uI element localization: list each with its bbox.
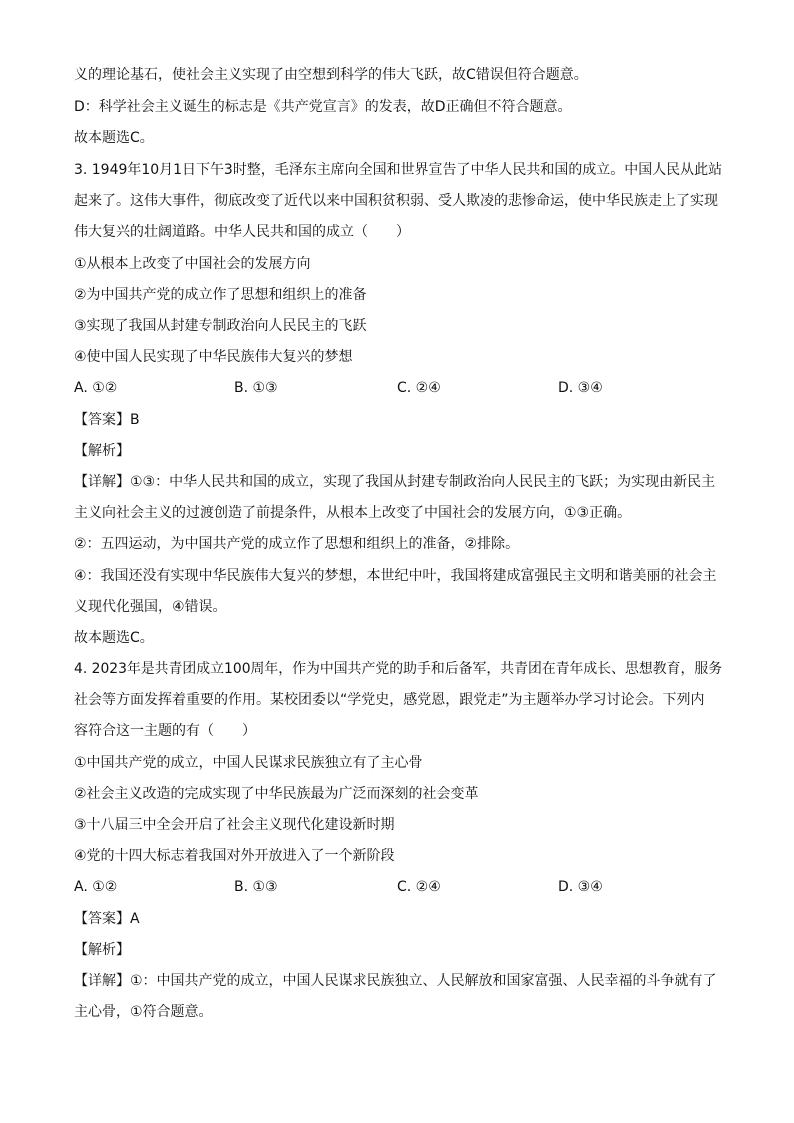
question-3-option-a: A. ①② [74, 380, 118, 396]
question-4-stem: 容符合这一主题的有（ ） [74, 723, 256, 739]
question-4-statement: ②社会主义改造的完成实现了中华民族最为广泛而深刻的社会变革 [74, 786, 479, 802]
question-3-statement: ④使中国人民实现了中华民族伟大复兴的梦想 [74, 349, 353, 365]
question-4-analysis-heading: 【解析】 [74, 942, 130, 958]
question-4-option-c: C. ②④ [397, 879, 441, 895]
text-line: 故本题选C。 [74, 130, 154, 146]
question-3-detail: 【详解】①③：中华人民共和国的成立，实现了我国从封建专制政治向人民民主的飞跃；为实现由新民主 [74, 474, 716, 490]
question-4-detail: 【详解】①：中国共产党的成立，中国人民谋求民族独立、人民解放和国家富强、人民幸福的斗争就有了 [74, 973, 717, 989]
question-4-statement: ③十八届三中全会开启了社会主义现代化建设新时期 [74, 817, 395, 833]
question-3-stem: 起来了。这伟大事件，彻底改变了近代以来中国积贫积弱、受人欺凌的悲惨命运，使中华民族走上了实现 [74, 193, 718, 209]
question-3-analysis-heading: 【解析】 [74, 443, 130, 459]
question-3-detail: 义现代化强国，④错误。 [74, 599, 227, 615]
question-3-statement: ②为中国共产党的成立作了思想和组织上的准备 [74, 287, 367, 303]
question-4-option-a: A. ①② [74, 879, 118, 895]
question-4-statement: ④党的十四大标志着我国对外开放进入了一个新阶段 [74, 848, 395, 864]
question-3-stem: 3. 1949年10月1日下午3时整，毛泽东主席向全国和世界宣告了中华人民共和国的成立。中国人民从此站 [74, 162, 723, 178]
question-3-detail: 主义向社会主义的过渡创造了前提条件，从根本上改变了中国社会的发展方向，①③正确。 [74, 505, 632, 521]
question-4-stem: 4. 2023年是共青团成立100周年，作为中国共产党的助手和后备军，共青团在青年成长、思想教育，服务 [74, 661, 723, 677]
question-4-stem: 社会等方面发挥着重要的作用。某校团委以“学党史，感党恩，跟党走”为主题举办学习讨论会。下列内 [74, 692, 705, 708]
text-line: 义的理论基石，使社会主义实现了由空想到科学的伟大飞跃，故C错误但符合题意。 [74, 67, 588, 83]
question-3-answer: 【答案】B [74, 412, 140, 428]
question-4-option-b: B. ①③ [234, 879, 278, 895]
question-3-statement: ③实现了我国从封建专制政治向人民民主的飞跃 [74, 318, 367, 334]
question-3-conclusion: 故本题选C。 [74, 630, 154, 646]
question-4-detail: 主心骨，①符合题意。 [74, 1004, 213, 1020]
question-3-option-b: B. ①③ [234, 380, 278, 396]
question-3-statement: ①从根本上改变了中国社会的发展方向 [74, 256, 311, 272]
question-3-option-c: C. ②④ [397, 380, 441, 396]
text-line: D：科学社会主义诞生的标志是《共产党宣言》的发表，故D正确但不符合题意。 [74, 99, 572, 115]
question-3-detail: ②：五四运动，为中国共产党的成立作了思想和组织上的准备，②排除。 [74, 536, 520, 552]
question-4-statement: ①中国共产党的成立，中国人民谋求民族独立有了主心骨 [74, 755, 423, 771]
question-4-answer: 【答案】A [74, 911, 140, 927]
question-4-option-d: D. ③④ [558, 879, 603, 895]
question-3-detail: ④：我国还没有实现中华民族伟大复兴的梦想，本世纪中叶，我国将建成富强民主文明和谐美丽的社会主 [74, 568, 717, 584]
question-3-option-d: D. ③④ [558, 380, 603, 396]
question-3-stem: 伟大复兴的壮阔道路。中华人民共和国的成立（ ） [74, 224, 410, 240]
